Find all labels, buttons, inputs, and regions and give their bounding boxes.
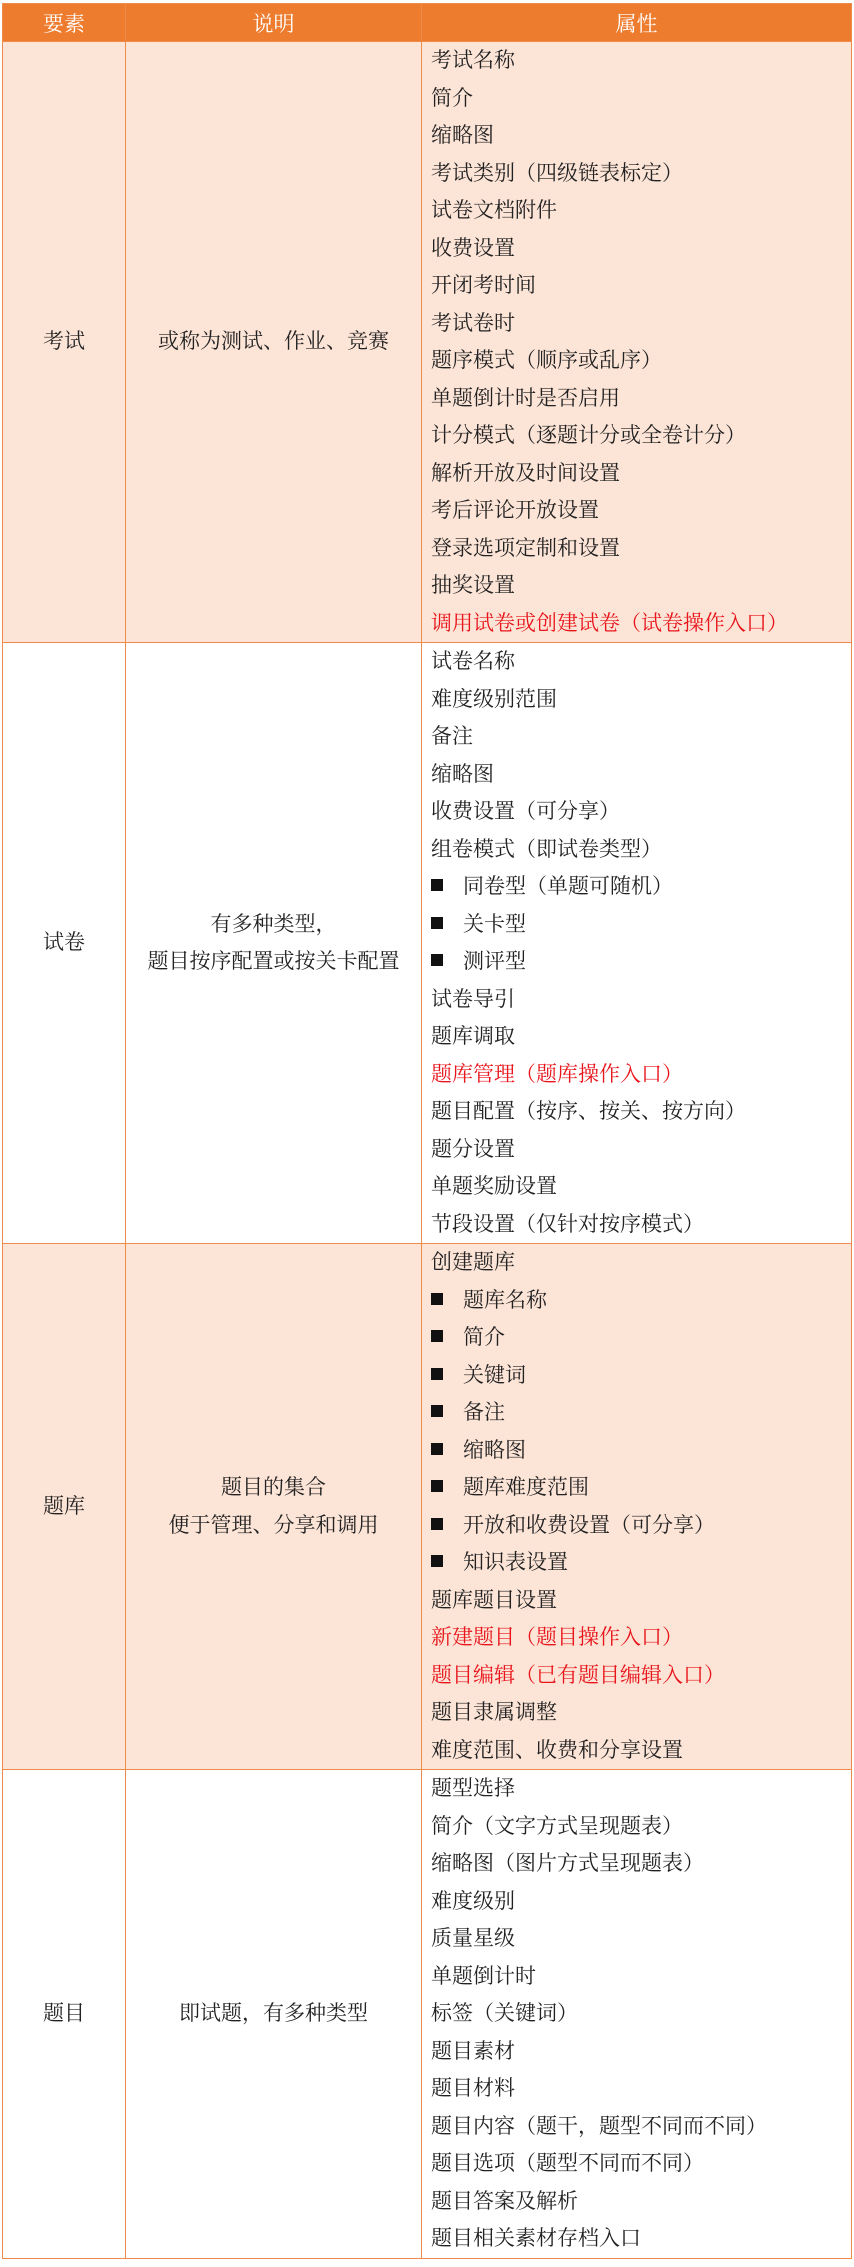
attribute-text: 简介	[431, 85, 473, 110]
element-cell: 试卷	[3, 643, 126, 1244]
square-bullet-icon	[431, 917, 443, 929]
square-bullet-icon	[431, 1518, 443, 1530]
elements-table	[2, 3, 852, 2259]
attribute-text: 题目素材	[431, 2038, 515, 2063]
table-row	[3, 1244, 852, 1770]
attribute-text: 关键词	[463, 1362, 526, 1387]
attribute-text: 考后评论开放设置	[431, 498, 599, 522]
attribute-item	[431, 681, 851, 719]
attribute-item	[431, 1394, 851, 1432]
attribute-text: 难度范围、收费和分享设置	[431, 1737, 683, 1762]
attribute-item	[431, 1206, 851, 1244]
square-bullet-icon	[431, 954, 443, 966]
square-bullet-icon	[431, 879, 443, 891]
attribute-item	[431, 1018, 851, 1056]
attribute-item	[431, 342, 851, 380]
square-bullet-icon	[431, 1368, 443, 1380]
attribute-item	[431, 718, 851, 756]
attribute-item	[431, 1357, 851, 1395]
attribute-item	[431, 1544, 851, 1582]
attribute-text: 缩略图	[463, 1437, 526, 1462]
attribute-text: 题目选项（题型不同而不同）	[431, 2151, 704, 2175]
description-line: 题目按序配置或按关卡配置	[147, 949, 400, 973]
header-element: 要素	[3, 4, 126, 42]
attribute-item	[431, 117, 851, 155]
attribute-text: 创建题库	[431, 1250, 515, 1274]
attribute-text: 关卡型	[463, 911, 526, 936]
attribute-item-entry-link	[431, 1619, 851, 1657]
attribute-item	[431, 1469, 851, 1507]
attribute-item	[431, 1995, 851, 2033]
attribute-text: 知识表设置	[463, 1550, 568, 1574]
description-cell	[126, 1770, 422, 2259]
attribute-text: 标签（关键词）	[431, 2001, 578, 2025]
attribute-text: 题目配置（按序、按关、按方向）	[431, 1099, 746, 1123]
attribute-text: 题库管理（题库操作入口）	[431, 1061, 683, 1086]
square-bullet-icon	[431, 1443, 443, 1455]
attribute-item	[431, 230, 851, 268]
attribute-item	[431, 1808, 851, 1846]
table-body	[3, 42, 852, 2259]
description-line: 便于管理、分享和调用	[168, 1512, 379, 1537]
attribute-text: 缩略图（图片方式呈现题表）	[431, 1851, 704, 1875]
attribute-text: 同卷型（单题可随机）	[463, 874, 673, 898]
attribute-text: 试卷文档附件	[431, 198, 557, 222]
attribute-text: 题库题目设置	[431, 1587, 557, 1612]
attribute-text: 题分设置	[431, 1136, 515, 1161]
attribute-item	[431, 793, 851, 831]
attribute-item	[431, 981, 851, 1019]
description-cell	[126, 1244, 422, 1770]
attribute-item	[431, 2145, 851, 2183]
attribute-item	[431, 943, 851, 981]
attribute-item	[431, 643, 851, 681]
attribute-text: 调用试卷或创建试卷（试卷操作入口）	[431, 610, 788, 635]
attribute-item	[431, 2220, 851, 2258]
attribute-item	[431, 1920, 851, 1958]
attribute-text: 单题倒计时	[431, 1963, 536, 1988]
attribute-item	[431, 1694, 851, 1732]
square-bullet-icon	[431, 1293, 443, 1305]
attribute-text: 计分模式（逐题计分或全卷计分）	[431, 423, 746, 447]
attribute-text: 难度级别范围	[431, 686, 557, 711]
square-bullet-icon	[431, 1405, 443, 1417]
attribute-item	[431, 1732, 851, 1770]
attribute-text: 题目编辑（已有题目编辑入口）	[431, 1662, 725, 1687]
attribute-item	[431, 455, 851, 493]
attribute-item	[431, 417, 851, 455]
attribute-item	[431, 1770, 851, 1808]
attribute-text: 备注	[463, 1400, 505, 1424]
description-line: 即试题，有多种类型	[179, 2001, 368, 2025]
attribute-text: 简介	[463, 1325, 505, 1349]
attribute-item	[431, 1582, 851, 1620]
attributes-cell	[422, 1770, 852, 2259]
attribute-item	[431, 492, 851, 530]
attribute-item	[431, 1845, 851, 1883]
attribute-item	[431, 2033, 851, 2071]
attribute-text: 简介（文字方式呈现题表）	[431, 1813, 683, 1838]
table-row	[3, 643, 852, 1244]
attribute-item	[431, 1432, 851, 1470]
attribute-item	[431, 1507, 851, 1545]
attribute-text: 抽奖设置	[431, 573, 515, 597]
table-row	[3, 42, 852, 643]
attribute-text: 试卷名称	[431, 649, 515, 673]
element-cell: 题库	[3, 1244, 126, 1770]
attribute-text: 题序模式（顺序或乱序）	[431, 348, 662, 372]
attributes-cell	[422, 1244, 852, 1770]
attribute-item	[431, 155, 851, 193]
element-cell: 题目	[3, 1770, 126, 2259]
header-attributes: 属性	[422, 4, 852, 42]
description-line: 题目的集合	[221, 1475, 326, 1499]
description-line: 或称为测试、作业、竞赛	[158, 329, 389, 354]
attribute-item-entry-link	[431, 1657, 851, 1695]
attribute-text: 题库调取	[431, 1024, 515, 1048]
attribute-text: 题目材料	[431, 2076, 515, 2100]
attribute-item	[431, 267, 851, 305]
description-line: 有多种类型，	[210, 911, 337, 936]
attribute-text: 质量星级	[431, 1926, 515, 1950]
attribute-text: 试卷导引	[431, 986, 515, 1011]
table-row	[3, 1770, 852, 2259]
attribute-text: 难度级别	[431, 1888, 515, 1913]
attribute-text: 题库难度范围	[463, 1475, 589, 1499]
attribute-text: 考试卷时	[431, 310, 515, 335]
attribute-text: 备注	[431, 724, 473, 748]
attribute-text: 开闭考时间	[431, 273, 536, 297]
attribute-text: 考试类别（四级链表标定）	[431, 160, 683, 185]
attribute-item	[431, 831, 851, 869]
attribute-item	[431, 906, 851, 944]
attribute-item	[431, 756, 851, 794]
attribute-item	[431, 868, 851, 906]
attribute-text: 题库名称	[463, 1287, 547, 1312]
attribute-text: 开放和收费设置（可分享）	[463, 1512, 715, 1537]
attribute-item	[431, 1244, 851, 1282]
attribute-item	[431, 530, 851, 568]
attribute-text: 单题倒计时是否启用	[431, 385, 620, 410]
attribute-item	[431, 1958, 851, 1996]
square-bullet-icon	[431, 1555, 443, 1567]
square-bullet-icon	[431, 1480, 443, 1492]
attribute-item-entry-link	[431, 1056, 851, 1094]
attribute-item	[431, 1883, 851, 1921]
attribute-text: 解析开放及时间设置	[431, 460, 620, 485]
attribute-text: 收费设置	[431, 235, 515, 260]
attribute-item	[431, 305, 851, 343]
attribute-text: 登录选项定制和设置	[431, 535, 620, 560]
attribute-item-entry-link	[431, 605, 851, 643]
attribute-text: 题目内容（题干，题型不同而不同）	[431, 2113, 767, 2138]
attribute-text: 题目答案及解析	[431, 2188, 578, 2213]
attribute-text: 测评型	[463, 949, 526, 973]
attribute-item	[431, 1168, 851, 1206]
attribute-text: 组卷模式（即试卷类型）	[431, 836, 662, 861]
attribute-text: 考试名称	[431, 48, 515, 72]
attribute-text: 收费设置（可分享）	[431, 799, 620, 823]
attribute-item	[431, 192, 851, 230]
description-cell	[126, 42, 422, 643]
attribute-text: 新建题目（题目操作入口）	[431, 1625, 683, 1649]
attribute-text: 节段设置（仅针对按序模式）	[431, 1211, 704, 1236]
attributes-cell	[422, 42, 852, 643]
table-header-row	[3, 4, 852, 42]
attribute-item	[431, 1131, 851, 1169]
attribute-item	[431, 1319, 851, 1357]
attribute-item	[431, 1093, 851, 1131]
attribute-item	[431, 2108, 851, 2146]
attribute-item	[431, 567, 851, 605]
attributes-cell	[422, 643, 852, 1244]
attribute-item	[431, 80, 851, 118]
attribute-item	[431, 2183, 851, 2221]
attribute-item	[431, 380, 851, 418]
element-cell: 考试	[3, 42, 126, 643]
square-bullet-icon	[431, 1330, 443, 1342]
attribute-text: 题型选择	[431, 1776, 515, 1800]
description-cell	[126, 643, 422, 1244]
attribute-item	[431, 1282, 851, 1320]
header-description: 说明	[126, 4, 422, 42]
attribute-text: 缩略图	[431, 761, 494, 786]
attribute-text: 缩略图	[431, 123, 494, 147]
attribute-text: 题目隶属调整	[431, 1700, 557, 1724]
attribute-item	[431, 42, 851, 80]
attribute-text: 题目相关素材存档入口	[431, 2226, 641, 2250]
attribute-text: 单题奖励设置	[431, 1174, 557, 1198]
attribute-item	[431, 2070, 851, 2108]
